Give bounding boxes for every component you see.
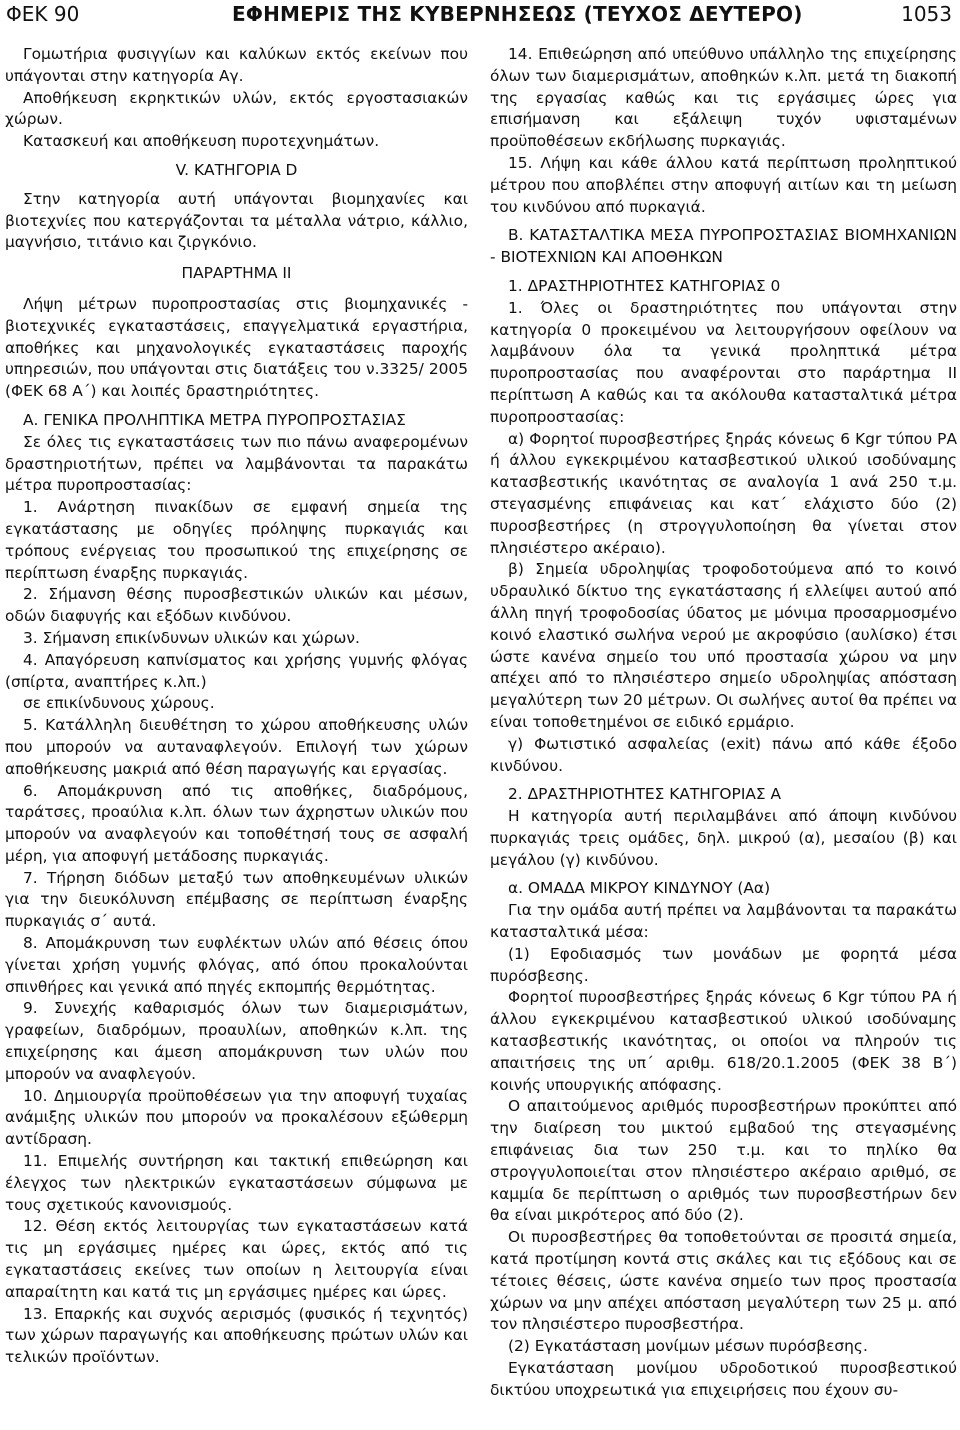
section-heading: Α. ΓΕΝΙΚΑ ΠΡΟΛΗΠΤΙΚΑ ΜΕΤΡΑ ΠΥΡΟΠΡΟΣΤΑΣΙΑΣ — [23, 410, 406, 429]
paragraph: Για την ομάδα αυτή πρέπει να λαμβάνονται τα παρακάτω κατασταλτικά μέσα: — [490, 901, 957, 942]
paragraph: Σε όλες τις εγκαταστάσεις των πιο πάνω αναφερομένων δραστηριοτήτων, πρέπει να λαμβάνονται τα παρακάτω μέτρα πυροπροστασίας: — [5, 432, 468, 495]
paragraph: Φορητοί πυροσβεστήρες ξηράς κόνεως 6 Kgr τύπου ΡΑ ή άλλου εγκεκριμένου κατασβεστικού υλικού ισοδύναμης κατασβεστικής ικανότητας, οι οποίοι να πληρούν τις απαιτήσεις της υπ΄ αριθμ. 618/20.1.2005 (ΦΕΚ 38 Β΄) κοινής υπουργικής απόφασης. — [490, 988, 957, 1094]
gazette-title: ΕΦΗΜΕΡΙΣ ΤΗΣ ΚΥΒΕΡΝΗΣΕΩΣ (ΤΕΥΧΟΣ ΔΕΥΤΕΡΟ) — [232, 2, 803, 26]
list-item: 13. Επαρκής και συχνός αερισμός (φυσικός ή τεχνητός) των χώρων παραγωγής και αποθήκευσης πρώτων υλών και τελικών προϊόντων. — [5, 1304, 468, 1367]
paragraph: Κατασκευή και αποθήκευση πυροτεχνημάτων. — [23, 132, 380, 151]
paragraph: β) Σημεία υδροληψίας τροφοδοτούμενα από το κοινό υδραυλικό δίκτυο της εγκατάστασης ή ελλείψει αυτού από άλλη πηγή τροφοδοσίας ύδατος με μόνιμα προσαρμοσμένο κοινό ελαστικό σωλήνα νερού με ακροφύσιο (αυλίσκο) έτσι ώστε κανένα σημείο του υπό προστασία χώρου να μην απέχει από το πλησιέστερο σημείο υδροληψίας απόσταση μεγαλύτερη των 20 μέτρων. Οι σωλήνες αυτοί θα πρέπει να είναι τοποθετημένοι σε ειδικό ερμάριο. — [490, 560, 957, 731]
paragraph: Η κατηγορία αυτή περιλαμβάνει από άποψη κινδύνου πυρκαγιάς τρεις ομάδες, δηλ. μικρού (α), μεσαίου (β) και μεγάλου (γ) κινδύνου. — [490, 807, 957, 869]
list-item: 10. Δημιουργία προϋποθέσεων για την αποφυγή τυχαίας ανάμιξης υλικών που μπορούν να προκαλέσουν εξώθερμη αντίδραση. — [5, 1086, 468, 1149]
list-item: 12. Θέση εκτός λειτουργίας των εγκαταστάσεων κατά τις μη εργάσιμες ημέρες και ώρες, εκτός από τις εγκαταστάσεις εκείνες των οποίων η λειτουργία είναι απαραίτητη και κατά τις μη εργάσιμες ημέρες και ώρες. — [5, 1217, 468, 1301]
paragraph: (2) Εγκατάσταση μονίμων μέσων πυρόσβεσης. — [508, 1337, 868, 1356]
list-item: 15. Λήψη και κάθε άλλου κατά περίπτωση προληπτικού μέτρου που αποβλέπει στην αποφυγή αιτίων και τη μείωση του κινδύνου από πυρκαγιά. — [490, 153, 957, 216]
list-item: 2. Σήμανση θέσης πυροσβεστικών υλικών και μέσων, οδών διαφυγής και εξόδων κινδύνου. — [5, 585, 468, 626]
list-item: σε επικίνδυνους χώρους. — [23, 694, 215, 713]
left-column — [5, 44, 468, 1369]
list-item: 9. Συνεχής καθαρισμός όλων των διαμερισμάτων, γραφείων, διαδρόμων, προαυλίων, αποθηκών κ.λπ. της επιχείρησης και άμεση απομάκρυνση των υλών που μπορούν να αναφλεγούν. — [5, 999, 468, 1083]
page-number: 1053 — [901, 2, 952, 26]
paragraph: Στην κατηγορία αυτή υπάγονται βιομηχανίες και βιοτεχνίες που κατεργάζονται τα μέταλλα νάτριο, κάλλιο, μαγνήσιο, τιτάνιο και ζιργκόνιο. — [5, 189, 468, 252]
section-heading: V. ΚΑΤΗΓΟΡΙΑ D — [175, 160, 298, 179]
paragraph: Γομωτήρια φυσιγγίων και καλύκων εκτός εκείνων που υπάγονται στην κατηγορία Αγ. — [5, 45, 468, 85]
paragraph: 1. Όλες οι δραστηριότητες που υπάγονται στην κατηγορία 0 προκειμένου να λειτουργήσουν οφείλουν να λαμβάνουν όλα τα γενικά προληπτικά μέτρα πυροπροστασίας που αναφέρονται στο παράρτημα ΙΙ περίπτωση Α καθώς και τα ακόλουθα κατασταλτικά μέτρα πυροπροστασίας: — [490, 298, 957, 426]
paragraph: Αποθήκευση εκρηκτικών υλών, εκτός εργοστασιακών χώρων. — [5, 88, 468, 129]
list-item: 14. Επιθεώρηση από υπεύθυνο υπάλληλο της επιχείρησης όλων των διαμερισμάτων, αποθηκών κ.λπ. μετά τη διακοπή της εργασίας καθώς και τις εργάσιμες ώρες για επισήμανση και εξάλειψη τυχόν υφισταμένων προϋποθέσεων εκδήλωσης πυρκαγιάς. — [490, 45, 957, 151]
list-item: 3. Σήμανση επικίνδυνων υλικών και χώρων. — [23, 628, 360, 647]
list-item: 11. Επιμελής συντήρηση και τακτική επιθεώρηση και έλεγχος των ηλεκτρικών εγκαταστάσεων σύμφωνα με τους σχετικούς κανονισμούς. — [5, 1152, 468, 1214]
list-item: 4. Απαγόρευση καπνίσματος και χρήσης γυμνής φλόγας (σπίρτα, αναπτήρες κ.λπ.) — [5, 650, 468, 691]
paragraph: γ) Φωτιστικό ασφαλείας (exit) πάνω από κάθε έξοδο κινδύνου. — [490, 734, 957, 775]
paragraph: Λήψη μέτρων πυροπροστασίας στις βιομηχανικές - βιοτεχνικές εγκαταστάσεις, επαγγελματικά εργαστήρια, αποθήκες και μηχανολογικές εγκαταστάσεις παροχής υπηρεσιών, που υπάγονται στις διατάξεις του ν.3325/ 2005 (ΦΕΚ 68 Α΄) και λοιπές δραστηριότητες. — [5, 294, 468, 401]
list-item: 7. Τήρηση διόδων μεταξύ των αποθηκευμένων υλικών για την διευκόλυνση επέμβασης σε περίπτωση έναρξης πυρκαγιάς σ΄ αυτά. — [5, 868, 468, 931]
paragraph: (1) Εφοδιασμός των μονάδων με φορητά μέσα πυρόσβεσης. — [490, 944, 957, 985]
list-item: 1. Ανάρτηση πινακίδων σε εμφανή σημεία της εγκατάστασης με οδηγίες πρόληψης πυρκαγιάς και τρόπους ενέργειας του προσωπικού της επιχείρησης σε περίπτωση έναρξης πυρκαγιάς. — [5, 498, 468, 582]
subsection-heading: α. ΟΜΑΔΑ ΜΙΚΡΟΥ ΚΙΝΔΥΝΟΥ (Αα) — [508, 879, 771, 898]
paragraph: Οι πυροσβεστήρες θα τοποθετούνται σε προσιτά σημεία, κατά προτίμηση κοντά στις σκάλες και τις εξόδους και σε τέτοιες θέσεις, ώστε κανένα σημείο των προς προστασία χώρων να μην απέχει απόσταση μεγαλύτερη των 25 μ. από τον πλησιέστερο πυροσβεστήρα. — [490, 1228, 957, 1334]
page-header — [0, 0, 960, 30]
paragraph: α) Φορητοί πυροσβεστήρες ξηράς κόνεως 6 Kgr τύπου ΡΑ ή άλλου εγκεκριμένου κατασβεστικού υλικού ισοδύναμης κατασβεστικής ικανότητας σε αναλογία 1 ανά 250 τ.μ. στεγασμένης επιφάνειας και κατ΄ ελάχιστο δύο (2) πυροσβεστήρες (η στρογγυλοποίηση θα γίνεται στον πλησιέστερο ακέραιο). — [490, 429, 957, 557]
list-item: 6. Απομάκρυνση από τις αποθήκες, διαδρόμους, ταράτσες, προαύλια κ.λπ. όλων των άχρηστων υλικών που μπορούν να αναφλεγούν και τοποθέτησή τους σε ασφαλή μέρη, για αποφυγή μετάδοσης πυρκαγιάς. — [5, 781, 468, 865]
issue-number: ΦΕΚ 90 — [6, 2, 80, 26]
list-item: 5. Κατάλληλη διευθέτηση το χώρου αποθήκευσης υλών που μπορούν να αυταναφλεγούν. Επιλογή των χώρων αποθήκευσης μακριά από θέση παραγωγής και εργασίας. — [5, 716, 468, 778]
subsection-heading: 1. ΔΡΑΣΤΗΡΙΟΤΗΤΕΣ ΚΑΤΗΓΟΡΙΑΣ 0 — [508, 276, 781, 295]
section-heading: Β. ΚΑΤΑΣΤΑΛΤΙΚΑ ΜΕΣΑ ΠΥΡΟΠΡΟΣΤΑΣΙΑΣ ΒΙΟΜΗΧΑΝΙΩΝ - ΒΙΟΤΕΧΝΙΩΝ ΚΑΙ ΑΠΟΘΗΚΩΝ — [490, 226, 957, 267]
right-column — [490, 44, 957, 1402]
paragraph: Εγκατάσταση μονίμου υδροδοτικού πυροσβεστικού δικτύου υποχρεωτικά για επιχειρήσεις που έχουν συ- — [490, 1359, 957, 1399]
section-heading: ΠΑΡΑΡΤΗΜΑ ΙΙ — [181, 264, 292, 283]
subsection-heading: 2. ΔΡΑΣΤΗΡΙΟΤΗΤΕΣ ΚΑΤΗΓΟΡΙΑΣ Α — [508, 785, 782, 804]
paragraph: Ο απαιτούμενος αριθμός πυροσβεστήρων προκύπτει από την διαίρεση του μικτού εμβαδού της στεγασμένης επιφάνειας δια των 250 τ.μ. και το πηλίκο θα στρογγυλοποιείται στον πλησιέστερο ακέραιο αριθμό, σε καμμία δε περίπτωση ο αριθμός των πυροσβεστήρων δεν θα είναι μικρότερος από δύο (2). — [490, 1097, 957, 1225]
list-item: 8. Απομάκρυνση των ευφλέκτων υλών από θέσεις όπου γίνεται χρήση γυμνής φλόγας, από όπου προκαλούνται σπινθήρες και γενικά από πηγές εκπομπής θερμότητας. — [5, 934, 468, 996]
